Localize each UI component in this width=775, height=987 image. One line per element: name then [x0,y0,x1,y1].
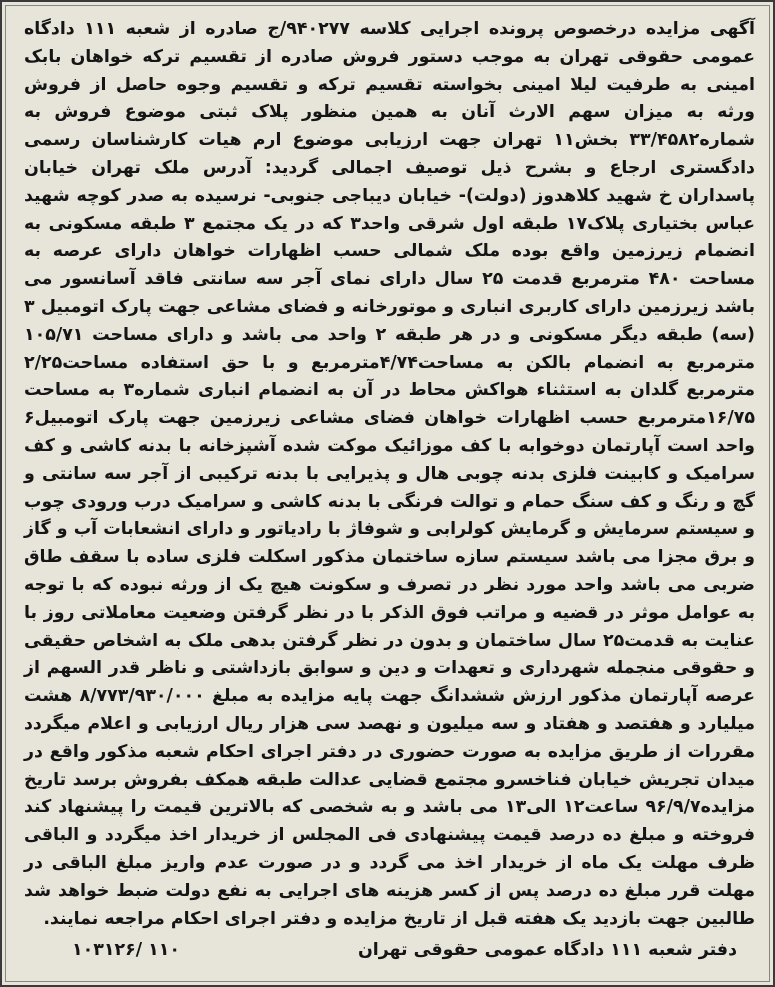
notice-reference-number: ۱۱۰ /۱۰۳۱۲۶ [72,940,180,960]
notice-signature-line [72,940,737,960]
issuing-office: دفتر شعبه ۱۱۱ دادگاه عمومی حقوقی تهران [357,940,737,960]
notice-body-text: آگهی مزایده درخصوص پرونده اجرایی کلاسه ۹۴۰۲۷۷/ج صادره از شعبه ۱۱۱ دادگاه عمومی حقوقی تهران به موجب دستور فروش صادره از تقسیم ترکه خواهان بابک امینی به طرفیت لیلا امینی بخواسته تقسیم ترکه و تقسیم وجوه حاصل از فروش ورثه به میزان سهم الارث آنان به همین منظور پلاک ثبتی موضوع فروش به شماره۳۳/۴۵۸۲ بخش۱۱ تهران جهت ارزیابی موضوع ارم هیات کارشناسان رسمی دادگستری ارجاع و بشرح ذیل توصیف اجمالی گردید: آدرس ملک تهران خیابان پاسداران خ شهید کلاهدوز (دولت)- خیابان دیباجی جنوبی- نرسیده به صدر کوچه شهید عباس بختیاری پلاک۱۷ طبقه اول شرقی واحد۳ که در یک مجتمع ۳ طبقه مسکونی به انضمام زیرزمین واقع بوده ملک شمالی حسب اظهارات خواهان دارای عرصه به مساحت ۴۸۰ مترمربع قدمت ۲۵ سال دارای نمای آجر سه سانتی فاقد آسانسور می باشد زیرزمین دارای کاربری انباری و موتورخانه و فضای مشاعی جهت پارک اتومبیل ۳ (سه) طبقه دیگر مسکونی و در هر طبقه ۲ واحد می باشد و دارای مساحت ۱۰۵/۷۱ مترمربع به انضمام بالکن به مساحت۴/۷۴مترمربع و با حق استفاده مساحت۲/۲۵ مترمربع گلدان به استثناء هواکش محاط در آن به انضمام انباری شماره۳ به مساحت ۱۶/۷۵مترمربع حسب اظهارات خواهان فضای مشاعی زیرزمین جهت پارک اتومبیل۶ واحد است آپارتمان دوخوابه با کف موزائیک موکت شده آشپزخانه با بدنه کاشی و کف سرامیک و کابینت فلزی بدنه چوبی هال و پذیرایی با بدنه ترکیبی از آجر سه سانتی و گچ و رنگ و کف سنگ حمام و توالت فرنگی با بدنه کاشی و سرامیک درب ورودی چوب و سیستم سرمایش و گرمایش کولرابی و شوفاژ با رادیاتور و دارای انشعابات آب و گاز و برق مجزا می باشد سیستم سازه ساختمان مذکور اسکلت فلزی ساده با سقف طاق ضربی می باشد واحد مورد نظر در تصرف و سکونت هیچ یک از ورثه نبوده که با توجه به عوامل موثر در قضیه و مراتب فوق الذکر با در نظر گرفتن وضعیت معاملاتی روز با عنایت به قدمت۲۵ سال ساختمان و بدون در نظر گرفتن بدهی ملک به اشخاص حقیقی و حقوقی منجمله شهرداری و تعهدات و دین و سوابق بازداشتی و ناظر قدر السهم از عرصه آپارتمان مذکور ارزش ششدانگ جهت پایه مزایده به مبلغ ۸/۷۷۳/۹۳۰/۰۰۰ هشت میلیارد و هفتصد و هفتاد و سه میلیون و نهصد سی هزار ریال ارزیابی و اعلام میگردد مقررات از طریق مزایده به صورت حضوری در دفتر اجرای احکام شعبه مذکور واقع در میدان تجریش خیابان فناخسرو مجتمع قضایی عدالت طبقه همکف بفروش برسد تاریخ مزایده۹۶/۹/۷ ساعت۱۲ الی۱۳ می باشد و به شخصی که بالاترین قیمت را پیشنهاد کند فروخته و مبلغ ده درصد قیمت پیشنهادی فی المجلس از خریدار اخذ میگردد و الباقی ظرف مهلت یک ماه از خریدار اخذ می گردد و در صورت عدم واریز مبلغ الباقی در مهلت قرر مبلغ ده درصد پس از کسر هزینه های اجرایی به نفع دولت ضبط خواهد شد طالبین جهت بازدید یک هفته قبل از تاریخ مزایده و دفتر اجرای احکام مراجعه نمایند. [24,19,756,929]
